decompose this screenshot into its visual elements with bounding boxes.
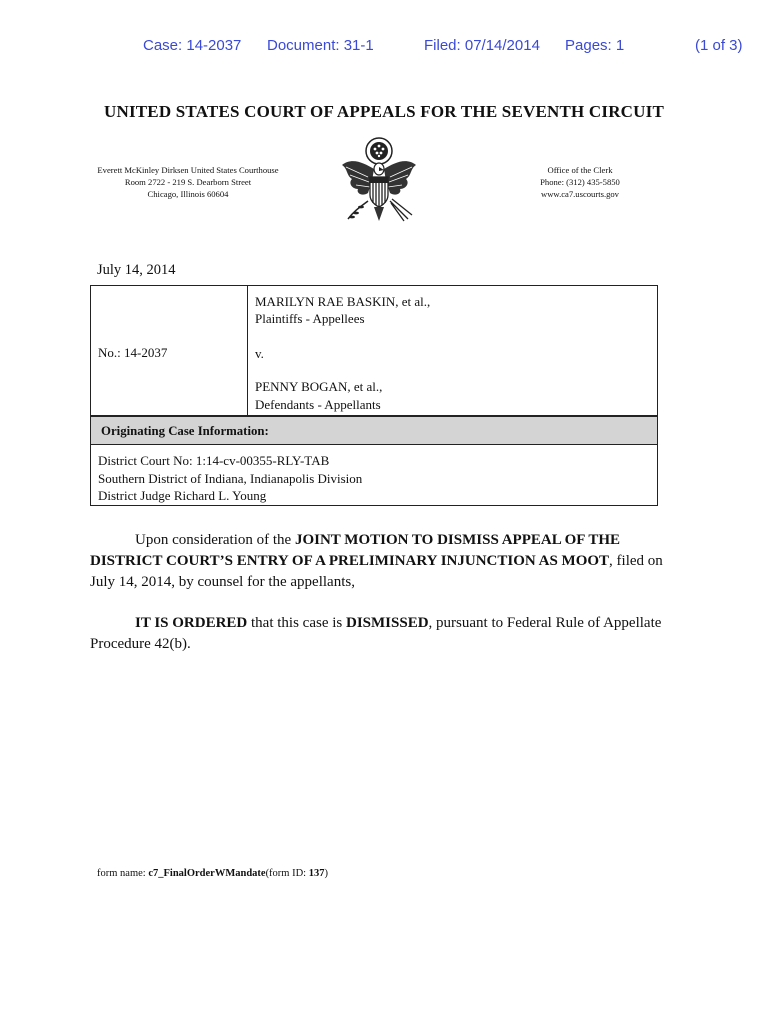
- ecf-filed-date: Filed: 07/14/2014: [424, 37, 540, 54]
- court-title: UNITED STATES COURT OF APPEALS FOR THE SEVENTH CIRCUIT: [104, 102, 664, 121]
- clerk-phone: Phone: (312) 435-5850: [540, 177, 620, 187]
- consideration-paragraph: [90, 530, 680, 593]
- defendant-name: PENNY BOGAN, et al.,: [255, 379, 383, 394]
- ecf-page-of: (1 of 3): [695, 37, 743, 54]
- ecf-document-number: Document: 31-1: [267, 37, 374, 54]
- case-number-cell: [91, 286, 248, 415]
- ecf-case-number: Case: 14-2037: [143, 37, 242, 54]
- motion-title: JOINT MOTION TO DISMISS APPEAL OF THE DISTRICT COURT’S ENTRY OF A PRELIMINARY INJUNCTION AS MOOT: [90, 532, 621, 569]
- order-date: July 14, 2014: [97, 262, 176, 278]
- address-line: Chicago, Illinois 60604: [147, 189, 229, 199]
- form-id-suffix: ): [324, 868, 328, 879]
- dismissed: DISMISSED: [346, 615, 429, 631]
- ecf-pages: Pages: 1: [565, 37, 625, 54]
- eagle-seal-icon: [334, 135, 424, 227]
- district-judge: District Judge Richard L. Young: [98, 488, 267, 503]
- address-line: Room 2722 - 219 S. Dearborn Street: [124, 177, 252, 187]
- form-name-prefix: form name:: [97, 868, 149, 879]
- plaintiff-role: Plaintiffs - Appellees: [255, 311, 365, 326]
- form-id-prefix: (form ID:: [265, 868, 309, 879]
- clerk-office: Office of the Clerk: [547, 165, 613, 175]
- case-caption-table: [90, 285, 658, 506]
- plaintiff-name: MARILYN RAE BASKIN, et al.,: [255, 294, 431, 309]
- form-name: c7_FinalOrderWMandate: [148, 868, 266, 879]
- originating-case-heading-row: [91, 415, 657, 445]
- form-id: 137: [308, 868, 325, 879]
- district-division: Southern District of Indiana, Indianapolis Division: [98, 470, 363, 486]
- district-court-number: District Court No: 1:14-cv-00355-RLY-TAB: [98, 453, 330, 468]
- address-line: Everett McKinley Dirksen United States Courthouse: [97, 165, 279, 175]
- p2-mid: that this case is: [247, 615, 346, 631]
- originating-case-heading: Originating Case Information:: [101, 424, 269, 438]
- courthouse-address: [86, 164, 290, 200]
- parties-cell: [248, 286, 658, 415]
- defendant-role: Defendants - Appellants: [255, 397, 381, 412]
- case-number: No.: 14-2037: [98, 345, 168, 360]
- p1-intro: Upon consideration of the: [135, 532, 295, 548]
- form-name-line: [97, 868, 328, 879]
- clerk-contact: [500, 164, 660, 200]
- originating-case-info: [98, 452, 362, 505]
- versus: v.: [255, 346, 264, 361]
- it-is-ordered: IT IS ORDERED: [135, 615, 248, 631]
- order-paragraph: [90, 613, 680, 655]
- p2-tail: , pursuant to Federal Rule of Appellate Procedure 42(b).: [90, 615, 662, 652]
- clerk-website: www.ca7.uscourts.gov: [541, 189, 619, 199]
- p1-tail: , filed on July 14, 2014, by counsel for the appellants,: [90, 553, 663, 590]
